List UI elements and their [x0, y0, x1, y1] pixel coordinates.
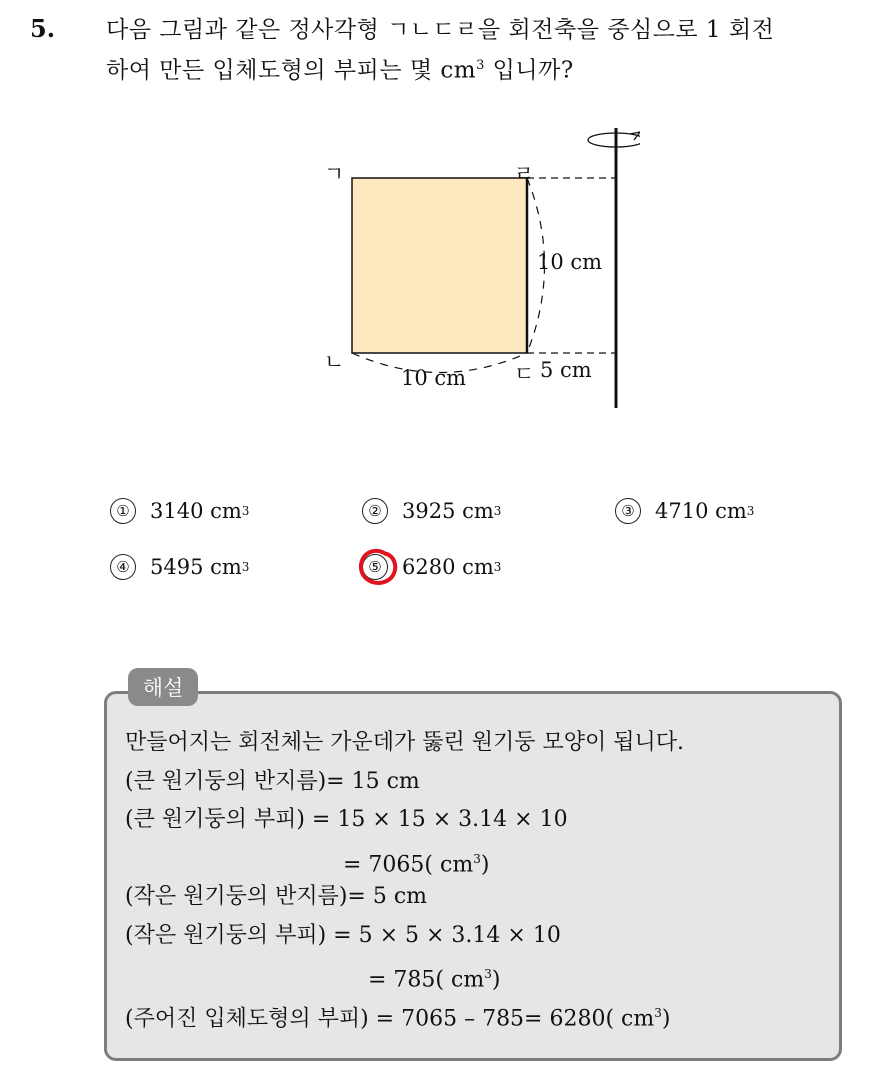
label-gap: 5 cm [540, 358, 592, 382]
solution-line-end: ) [661, 1005, 671, 1031]
label-rieul: ㄹ [514, 162, 535, 186]
question-line-2-end: 입니까? [484, 57, 574, 84]
choice-2-value: 3925 cm [402, 499, 494, 523]
question-line-1: 다음 그림과 같은 정사각형 ㄱㄴㄷㄹ을 회전축을 중심으로 1 회전 [106, 17, 775, 43]
solution-line-text: (작은 원기둥의 부피) = 5 × 5 × 3.14 × 10 [125, 922, 561, 948]
choice-3[interactable] [615, 498, 754, 524]
question-text [106, 12, 866, 89]
choice-3-number: ③ [615, 498, 641, 524]
solution-line [125, 724, 684, 763]
question-line-2 [106, 48, 866, 89]
choice-2[interactable] [362, 498, 501, 524]
choice-4-number: ④ [110, 554, 136, 580]
correct-answer-mark-icon [356, 546, 400, 590]
choice-2-exponent: 3 [493, 504, 502, 518]
choice-5-value: 6280 cm [402, 555, 494, 579]
solution-line [125, 878, 684, 917]
choice-4-value: 5495 cm [150, 555, 242, 579]
label-side-bottom: 10 cm [401, 366, 467, 390]
label-digeut: ㄷ [514, 362, 535, 386]
solution-line-end: ) [480, 851, 490, 877]
answer-choices [110, 498, 810, 598]
solution-line-text: (주어진 입체도형의 부피) = 7065 – 785= 6280( cm [125, 1005, 655, 1031]
choice-3-value: 4710 cm [655, 499, 747, 523]
label-giyeok: ㄱ [324, 162, 345, 186]
solution-tab: 해설 [128, 668, 198, 706]
rotation-arrow-icon [588, 133, 640, 147]
choice-1-number: ① [110, 498, 136, 524]
solution-line-end: ) [491, 967, 501, 993]
label-nieun: ㄴ [324, 350, 345, 374]
solution-exponent: 3 [484, 967, 492, 981]
solution-line-text: = 785( cm [368, 967, 485, 993]
solution-line-text: (작은 원기둥의 반지름)= 5 cm [125, 884, 428, 909]
choice-1-value: 3140 cm [150, 499, 242, 523]
choice-2-number: ② [362, 498, 388, 524]
solution-exponent: 3 [654, 1005, 662, 1020]
solution-line [125, 994, 684, 1033]
rotation-figure [300, 120, 640, 420]
solution-line [125, 955, 684, 994]
solution-line-text: 만들어지는 회전체는 가운데가 뚫린 원기둥 모양이 됩니다. [125, 730, 685, 755]
solution-line [125, 917, 684, 956]
solution-line [125, 801, 684, 840]
solution-line-text: = 7065( cm [343, 851, 474, 877]
solution-line-text: (큰 원기둥의 반지름)= 15 cm [125, 768, 420, 794]
choice-3-exponent: 3 [746, 504, 755, 518]
solution-content [125, 724, 684, 1032]
label-side-right: 10 cm [537, 250, 603, 274]
square [352, 178, 527, 353]
choice-5-exponent: 3 [493, 560, 502, 574]
question-line-2-text: 하여 만든 입체도형의 부피는 몇 cm [106, 57, 477, 84]
solution-line [125, 763, 684, 802]
choice-1[interactable] [110, 498, 249, 524]
question-unit-exponent: 3 [476, 58, 485, 73]
solution-exponent: 3 [473, 851, 481, 866]
choice-4-exponent: 3 [241, 560, 250, 574]
choice-4[interactable] [110, 554, 249, 580]
solution-line-text: (큰 원기둥의 부피) = 15 × 15 × 3.14 × 10 [125, 807, 568, 832]
question-number: 5. [30, 14, 56, 43]
choice-1-exponent: 3 [241, 504, 250, 518]
solution-line [125, 840, 684, 879]
choice-5-number: ⑤ [362, 554, 388, 580]
